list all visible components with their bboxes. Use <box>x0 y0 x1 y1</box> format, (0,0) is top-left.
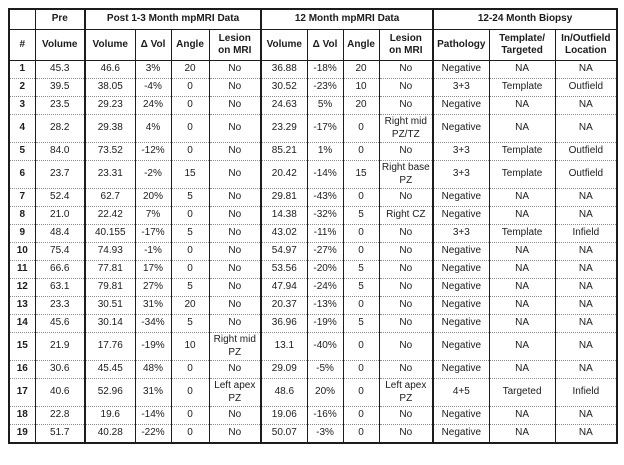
cell-m12-volume: 24.63 <box>261 97 307 115</box>
cell-biopsy-template-targeted: NA <box>489 361 555 379</box>
cell-m12-volume: 43.02 <box>261 225 307 243</box>
cell-post13-volume: 19.6 <box>85 407 135 425</box>
group-header-12-month: 12 Month mpMRI Data <box>261 9 433 30</box>
cell-m12-volume: 48.6 <box>261 379 307 407</box>
cell-m12-angle: 0 <box>343 189 379 207</box>
cell-biopsy-pathology: Negative <box>433 361 489 379</box>
cell-m12-lesion-on-mri: No <box>379 143 433 161</box>
cell-biopsy-template-targeted: NA <box>489 115 555 143</box>
cell-post13-delta-vol: -4% <box>135 79 171 97</box>
cell-biopsy-infield-outfield-location: NA <box>555 361 617 379</box>
cell-post13-angle: 5 <box>171 189 209 207</box>
cell-biopsy-pathology: 3+3 <box>433 161 489 189</box>
cell-biopsy-pathology: 3+3 <box>433 225 489 243</box>
cell-post13-angle: 0 <box>171 207 209 225</box>
cell-post13-angle: 0 <box>171 379 209 407</box>
cell-post13-angle: 0 <box>171 361 209 379</box>
cell-post13-angle: 10 <box>171 333 209 361</box>
cell-biopsy-infield-outfield-location: Infield <box>555 225 617 243</box>
cell-post13-lesion-on-mri: No <box>209 261 261 279</box>
cell-m12-delta-vol: -23% <box>307 79 343 97</box>
cell-post13-lesion-on-mri: No <box>209 315 261 333</box>
cell-biopsy-infield-outfield-location: NA <box>555 261 617 279</box>
cell-post13-volume: 22.42 <box>85 207 135 225</box>
group-header-pre: Pre <box>35 9 85 30</box>
cell-post13-lesion-on-mri: No <box>209 189 261 207</box>
table-row <box>9 161 617 189</box>
cell-m12-delta-vol: -3% <box>307 425 343 444</box>
cell-biopsy-template-targeted: Template <box>489 225 555 243</box>
table-row <box>9 379 617 407</box>
col-header-post13-delta-vol: Δ Vol <box>135 30 171 61</box>
cell-biopsy-infield-outfield-location: Outfield <box>555 143 617 161</box>
cell-m12-angle: 0 <box>343 115 379 143</box>
table-row <box>9 315 617 333</box>
cell-post13-delta-vol: 27% <box>135 279 171 297</box>
cell-m12-angle: 0 <box>343 379 379 407</box>
cell-biopsy-infield-outfield-location: NA <box>555 315 617 333</box>
cell-post13-volume: 29.38 <box>85 115 135 143</box>
cell-row-number: 4 <box>9 115 35 143</box>
cell-post13-lesion-on-mri: No <box>209 143 261 161</box>
cell-biopsy-template-targeted: NA <box>489 279 555 297</box>
cell-post13-delta-vol: 7% <box>135 207 171 225</box>
cell-post13-lesion-on-mri: No <box>209 97 261 115</box>
cell-biopsy-pathology: Negative <box>433 297 489 315</box>
cell-pre-volume: 66.6 <box>35 261 85 279</box>
cell-m12-angle: 0 <box>343 333 379 361</box>
table-body <box>9 61 617 444</box>
cell-biopsy-pathology: 3+3 <box>433 79 489 97</box>
cell-post13-angle: 0 <box>171 425 209 444</box>
cell-post13-delta-vol: 24% <box>135 97 171 115</box>
cell-biopsy-template-targeted: NA <box>489 207 555 225</box>
table-row <box>9 97 617 115</box>
group-header-post-1-3-month: Post 1-3 Month mpMRI Data <box>85 9 261 30</box>
cell-m12-lesion-on-mri: No <box>379 333 433 361</box>
cell-post13-lesion-on-mri: No <box>209 425 261 444</box>
table-row <box>9 243 617 261</box>
cell-m12-lesion-on-mri: No <box>379 261 433 279</box>
cell-biopsy-infield-outfield-location: Infield <box>555 379 617 407</box>
cell-biopsy-pathology: Negative <box>433 61 489 79</box>
table-row <box>9 225 617 243</box>
cell-post13-delta-vol: -14% <box>135 407 171 425</box>
cell-biopsy-infield-outfield-location: Outfield <box>555 161 617 189</box>
cell-m12-lesion-on-mri: No <box>379 279 433 297</box>
cell-m12-volume: 36.88 <box>261 61 307 79</box>
cell-post13-volume: 40.155 <box>85 225 135 243</box>
cell-post13-delta-vol: -34% <box>135 315 171 333</box>
cell-biopsy-infield-outfield-location: NA <box>555 297 617 315</box>
cell-post13-angle: 0 <box>171 143 209 161</box>
cell-post13-angle: 15 <box>171 161 209 189</box>
cell-pre-volume: 22.8 <box>35 407 85 425</box>
cell-pre-volume: 45.3 <box>35 61 85 79</box>
cell-biopsy-infield-outfield-location: NA <box>555 407 617 425</box>
col-header-pre-volume: Volume <box>35 30 85 61</box>
cell-biopsy-pathology: Negative <box>433 243 489 261</box>
cell-post13-angle: 0 <box>171 115 209 143</box>
cell-post13-lesion-on-mri: No <box>209 279 261 297</box>
cell-post13-lesion-on-mri: No <box>209 407 261 425</box>
cell-post13-volume: 73.52 <box>85 143 135 161</box>
cell-post13-delta-vol: 48% <box>135 361 171 379</box>
cell-post13-angle: 5 <box>171 225 209 243</box>
cell-biopsy-pathology: Negative <box>433 425 489 444</box>
table-row <box>9 189 617 207</box>
cell-biopsy-pathology: Negative <box>433 261 489 279</box>
cell-post13-lesion-on-mri: No <box>209 243 261 261</box>
cell-post13-lesion-on-mri: No <box>209 79 261 97</box>
cell-post13-delta-vol: -2% <box>135 161 171 189</box>
cell-m12-volume: 50.07 <box>261 425 307 444</box>
cell-m12-angle: 20 <box>343 61 379 79</box>
col-header-post13-angle: Angle <box>171 30 209 61</box>
col-header-pathology: Pathology <box>433 30 489 61</box>
cell-post13-delta-vol: -1% <box>135 243 171 261</box>
cell-m12-lesion-on-mri: No <box>379 189 433 207</box>
cell-m12-angle: 20 <box>343 97 379 115</box>
cell-m12-angle: 5 <box>343 315 379 333</box>
cell-biopsy-template-targeted: Template <box>489 161 555 189</box>
cell-biopsy-infield-outfield-location: NA <box>555 97 617 115</box>
cell-post13-lesion-on-mri: No <box>209 207 261 225</box>
cell-pre-volume: 51.7 <box>35 425 85 444</box>
table-row <box>9 407 617 425</box>
cell-pre-volume: 28.2 <box>35 115 85 143</box>
cell-post13-volume: 29.23 <box>85 97 135 115</box>
cell-m12-volume: 30.52 <box>261 79 307 97</box>
cell-m12-volume: 85.21 <box>261 143 307 161</box>
cell-biopsy-pathology: 3+3 <box>433 143 489 161</box>
table-row <box>9 297 617 315</box>
cell-post13-angle: 5 <box>171 279 209 297</box>
table-row <box>9 79 617 97</box>
cell-m12-volume: 47.94 <box>261 279 307 297</box>
cell-m12-volume: 23.29 <box>261 115 307 143</box>
cell-biopsy-template-targeted: Template <box>489 79 555 97</box>
cell-m12-delta-vol: 20% <box>307 379 343 407</box>
cell-biopsy-template-targeted: NA <box>489 333 555 361</box>
cell-row-number: 17 <box>9 379 35 407</box>
cell-biopsy-infield-outfield-location: NA <box>555 189 617 207</box>
cell-biopsy-template-targeted: NA <box>489 61 555 79</box>
cell-row-number: 12 <box>9 279 35 297</box>
cell-row-number: 18 <box>9 407 35 425</box>
cell-m12-delta-vol: -43% <box>307 189 343 207</box>
cell-row-number: 8 <box>9 207 35 225</box>
cell-m12-lesion-on-mri: No <box>379 243 433 261</box>
cell-m12-lesion-on-mri: No <box>379 315 433 333</box>
cell-m12-volume: 13.1 <box>261 333 307 361</box>
cell-biopsy-pathology: Negative <box>433 315 489 333</box>
cell-m12-lesion-on-mri: Right mid PZ/TZ <box>379 115 433 143</box>
cell-post13-angle: 0 <box>171 243 209 261</box>
cell-m12-delta-vol: -18% <box>307 61 343 79</box>
column-header-row <box>9 30 617 61</box>
cell-biopsy-template-targeted: Template <box>489 143 555 161</box>
cell-m12-delta-vol: -27% <box>307 243 343 261</box>
cell-m12-angle: 0 <box>343 407 379 425</box>
cell-biopsy-infield-outfield-location: NA <box>555 243 617 261</box>
cell-m12-lesion-on-mri: No <box>379 97 433 115</box>
table-row <box>9 361 617 379</box>
cell-pre-volume: 84.0 <box>35 143 85 161</box>
cell-biopsy-template-targeted: NA <box>489 315 555 333</box>
cell-row-number: 15 <box>9 333 35 361</box>
cell-biopsy-template-targeted: NA <box>489 97 555 115</box>
cell-m12-angle: 0 <box>343 243 379 261</box>
cell-m12-lesion-on-mri: No <box>379 79 433 97</box>
cell-m12-lesion-on-mri: No <box>379 61 433 79</box>
cell-post13-angle: 20 <box>171 297 209 315</box>
cell-post13-angle: 0 <box>171 79 209 97</box>
cell-pre-volume: 21.9 <box>35 333 85 361</box>
col-header-post13-lesion-on-mri: Lesion on MRI <box>209 30 261 61</box>
cell-m12-delta-vol: -32% <box>307 207 343 225</box>
cell-post13-volume: 38.05 <box>85 79 135 97</box>
cell-biopsy-pathology: Negative <box>433 97 489 115</box>
cell-biopsy-template-targeted: Targeted <box>489 379 555 407</box>
cell-pre-volume: 21.0 <box>35 207 85 225</box>
cell-post13-delta-vol: 4% <box>135 115 171 143</box>
cell-biopsy-infield-outfield-location: NA <box>555 61 617 79</box>
cell-post13-lesion-on-mri: No <box>209 361 261 379</box>
cell-post13-lesion-on-mri: No <box>209 297 261 315</box>
cell-biopsy-pathology: Negative <box>433 189 489 207</box>
col-header-template-targeted: Template/ Targeted <box>489 30 555 61</box>
cell-m12-delta-vol: -24% <box>307 279 343 297</box>
group-header-12-24-month-biopsy: 12-24 Month Biopsy <box>433 9 617 30</box>
cell-m12-angle: 0 <box>343 361 379 379</box>
cell-pre-volume: 23.5 <box>35 97 85 115</box>
cell-row-number: 19 <box>9 425 35 444</box>
cell-row-number: 14 <box>9 315 35 333</box>
cell-m12-lesion-on-mri: No <box>379 361 433 379</box>
cell-post13-lesion-on-mri: No <box>209 225 261 243</box>
cell-m12-volume: 36.96 <box>261 315 307 333</box>
cell-m12-delta-vol: -11% <box>307 225 343 243</box>
cell-pre-volume: 23.7 <box>35 161 85 189</box>
cell-pre-volume: 48.4 <box>35 225 85 243</box>
cell-biopsy-pathology: Negative <box>433 207 489 225</box>
cell-pre-volume: 45.6 <box>35 315 85 333</box>
cell-biopsy-pathology: Negative <box>433 333 489 361</box>
table-row <box>9 279 617 297</box>
cell-post13-delta-vol: -12% <box>135 143 171 161</box>
cell-m12-delta-vol: -5% <box>307 361 343 379</box>
cell-biopsy-template-targeted: NA <box>489 243 555 261</box>
cell-post13-volume: 45.45 <box>85 361 135 379</box>
cell-post13-delta-vol: 3% <box>135 61 171 79</box>
cell-post13-delta-vol: 20% <box>135 189 171 207</box>
table-row <box>9 333 617 361</box>
cell-post13-volume: 30.14 <box>85 315 135 333</box>
cell-biopsy-pathology: 4+5 <box>433 379 489 407</box>
cell-post13-volume: 74.93 <box>85 243 135 261</box>
cell-biopsy-template-targeted: NA <box>489 189 555 207</box>
cell-post13-angle: 0 <box>171 407 209 425</box>
table-row <box>9 261 617 279</box>
cell-m12-angle: 0 <box>343 297 379 315</box>
table-row <box>9 425 617 444</box>
cell-m12-angle: 5 <box>343 207 379 225</box>
cell-post13-lesion-on-mri: Left apex PZ <box>209 379 261 407</box>
cell-row-number: 5 <box>9 143 35 161</box>
cell-post13-delta-vol: 31% <box>135 379 171 407</box>
table-row <box>9 61 617 79</box>
cell-biopsy-pathology: Negative <box>433 279 489 297</box>
cell-m12-delta-vol: -14% <box>307 161 343 189</box>
cell-m12-lesion-on-mri: Left apex PZ <box>379 379 433 407</box>
cell-m12-angle: 0 <box>343 225 379 243</box>
cell-post13-delta-vol: -22% <box>135 425 171 444</box>
cell-pre-volume: 63.1 <box>35 279 85 297</box>
cell-post13-delta-vol: 31% <box>135 297 171 315</box>
cell-row-number: 16 <box>9 361 35 379</box>
cell-m12-angle: 5 <box>343 261 379 279</box>
cell-biopsy-infield-outfield-location: Outfield <box>555 79 617 97</box>
cell-pre-volume: 40.6 <box>35 379 85 407</box>
cell-post13-volume: 77.81 <box>85 261 135 279</box>
cell-m12-volume: 14.38 <box>261 207 307 225</box>
cell-biopsy-template-targeted: NA <box>489 261 555 279</box>
col-header-m12-volume: Volume <box>261 30 307 61</box>
cell-m12-volume: 29.81 <box>261 189 307 207</box>
cell-row-number: 9 <box>9 225 35 243</box>
cell-post13-angle: 20 <box>171 61 209 79</box>
col-header-post13-volume: Volume <box>85 30 135 61</box>
cell-post13-lesion-on-mri: No <box>209 115 261 143</box>
cell-m12-delta-vol: -13% <box>307 297 343 315</box>
col-header-infield-outfield-location: In/Outfield Location <box>555 30 617 61</box>
cell-biopsy-infield-outfield-location: NA <box>555 333 617 361</box>
col-header-m12-delta-vol: Δ Vol <box>307 30 343 61</box>
cell-pre-volume: 39.5 <box>35 79 85 97</box>
cell-m12-volume: 19.06 <box>261 407 307 425</box>
cell-post13-angle: 0 <box>171 261 209 279</box>
cell-m12-delta-vol: 1% <box>307 143 343 161</box>
cell-post13-volume: 52.96 <box>85 379 135 407</box>
cell-biopsy-pathology: Negative <box>433 407 489 425</box>
cell-m12-delta-vol: -19% <box>307 315 343 333</box>
cell-post13-lesion-on-mri: No <box>209 61 261 79</box>
cell-m12-delta-vol: -16% <box>307 407 343 425</box>
cell-row-number: 1 <box>9 61 35 79</box>
cell-m12-lesion-on-mri: No <box>379 407 433 425</box>
cell-row-number: 7 <box>9 189 35 207</box>
cell-pre-volume: 23.3 <box>35 297 85 315</box>
cell-pre-volume: 30.6 <box>35 361 85 379</box>
table-header <box>9 9 617 61</box>
table-row <box>9 143 617 161</box>
cell-m12-volume: 29.09 <box>261 361 307 379</box>
cell-row-number: 10 <box>9 243 35 261</box>
cell-m12-delta-vol: 5% <box>307 97 343 115</box>
cell-row-number: 3 <box>9 97 35 115</box>
cell-m12-angle: 5 <box>343 279 379 297</box>
cell-row-number: 11 <box>9 261 35 279</box>
group-header-row <box>9 9 617 30</box>
cell-biopsy-infield-outfield-location: NA <box>555 207 617 225</box>
cell-pre-volume: 75.4 <box>35 243 85 261</box>
cell-biopsy-template-targeted: NA <box>489 297 555 315</box>
cell-post13-volume: 46.6 <box>85 61 135 79</box>
cell-m12-angle: 0 <box>343 143 379 161</box>
cell-biopsy-template-targeted: NA <box>489 425 555 444</box>
cell-m12-angle: 0 <box>343 425 379 444</box>
cell-row-number: 2 <box>9 79 35 97</box>
cell-post13-volume: 17.76 <box>85 333 135 361</box>
cell-biopsy-infield-outfield-location: NA <box>555 279 617 297</box>
cell-m12-volume: 54.97 <box>261 243 307 261</box>
cell-m12-volume: 20.42 <box>261 161 307 189</box>
cell-post13-delta-vol: -17% <box>135 225 171 243</box>
cell-post13-angle: 5 <box>171 315 209 333</box>
cell-m12-delta-vol: -20% <box>307 261 343 279</box>
table-row <box>9 115 617 143</box>
cell-m12-lesion-on-mri: No <box>379 225 433 243</box>
cell-post13-volume: 40.28 <box>85 425 135 444</box>
cell-m12-volume: 20.37 <box>261 297 307 315</box>
cell-m12-lesion-on-mri: Right CZ <box>379 207 433 225</box>
cell-m12-lesion-on-mri: No <box>379 297 433 315</box>
cell-biopsy-template-targeted: NA <box>489 407 555 425</box>
cell-post13-lesion-on-mri: Right mid PZ <box>209 333 261 361</box>
table-row <box>9 207 617 225</box>
cell-post13-lesion-on-mri: No <box>209 161 261 189</box>
cell-post13-volume: 23.31 <box>85 161 135 189</box>
cell-m12-volume: 53.56 <box>261 261 307 279</box>
cell-row-number: 6 <box>9 161 35 189</box>
cell-biopsy-pathology: Negative <box>433 115 489 143</box>
cell-post13-volume: 79.81 <box>85 279 135 297</box>
cell-biopsy-infield-outfield-location: NA <box>555 425 617 444</box>
cell-post13-volume: 30.51 <box>85 297 135 315</box>
cell-post13-volume: 62.7 <box>85 189 135 207</box>
cell-m12-lesion-on-mri: No <box>379 425 433 444</box>
col-header-m12-lesion-on-mri: Lesion on MRI <box>379 30 433 61</box>
col-header-row-number: # <box>9 30 35 61</box>
mpmri-biopsy-data-table <box>8 8 618 444</box>
col-header-m12-angle: Angle <box>343 30 379 61</box>
cell-biopsy-infield-outfield-location: NA <box>555 115 617 143</box>
cell-post13-angle: 0 <box>171 97 209 115</box>
cell-m12-delta-vol: -40% <box>307 333 343 361</box>
cell-m12-angle: 10 <box>343 79 379 97</box>
cell-pre-volume: 52.4 <box>35 189 85 207</box>
group-header-blank <box>9 9 35 30</box>
cell-row-number: 13 <box>9 297 35 315</box>
cell-m12-lesion-on-mri: Right base PZ <box>379 161 433 189</box>
cell-post13-delta-vol: 17% <box>135 261 171 279</box>
cell-m12-delta-vol: -17% <box>307 115 343 143</box>
cell-post13-delta-vol: -19% <box>135 333 171 361</box>
cell-m12-angle: 15 <box>343 161 379 189</box>
